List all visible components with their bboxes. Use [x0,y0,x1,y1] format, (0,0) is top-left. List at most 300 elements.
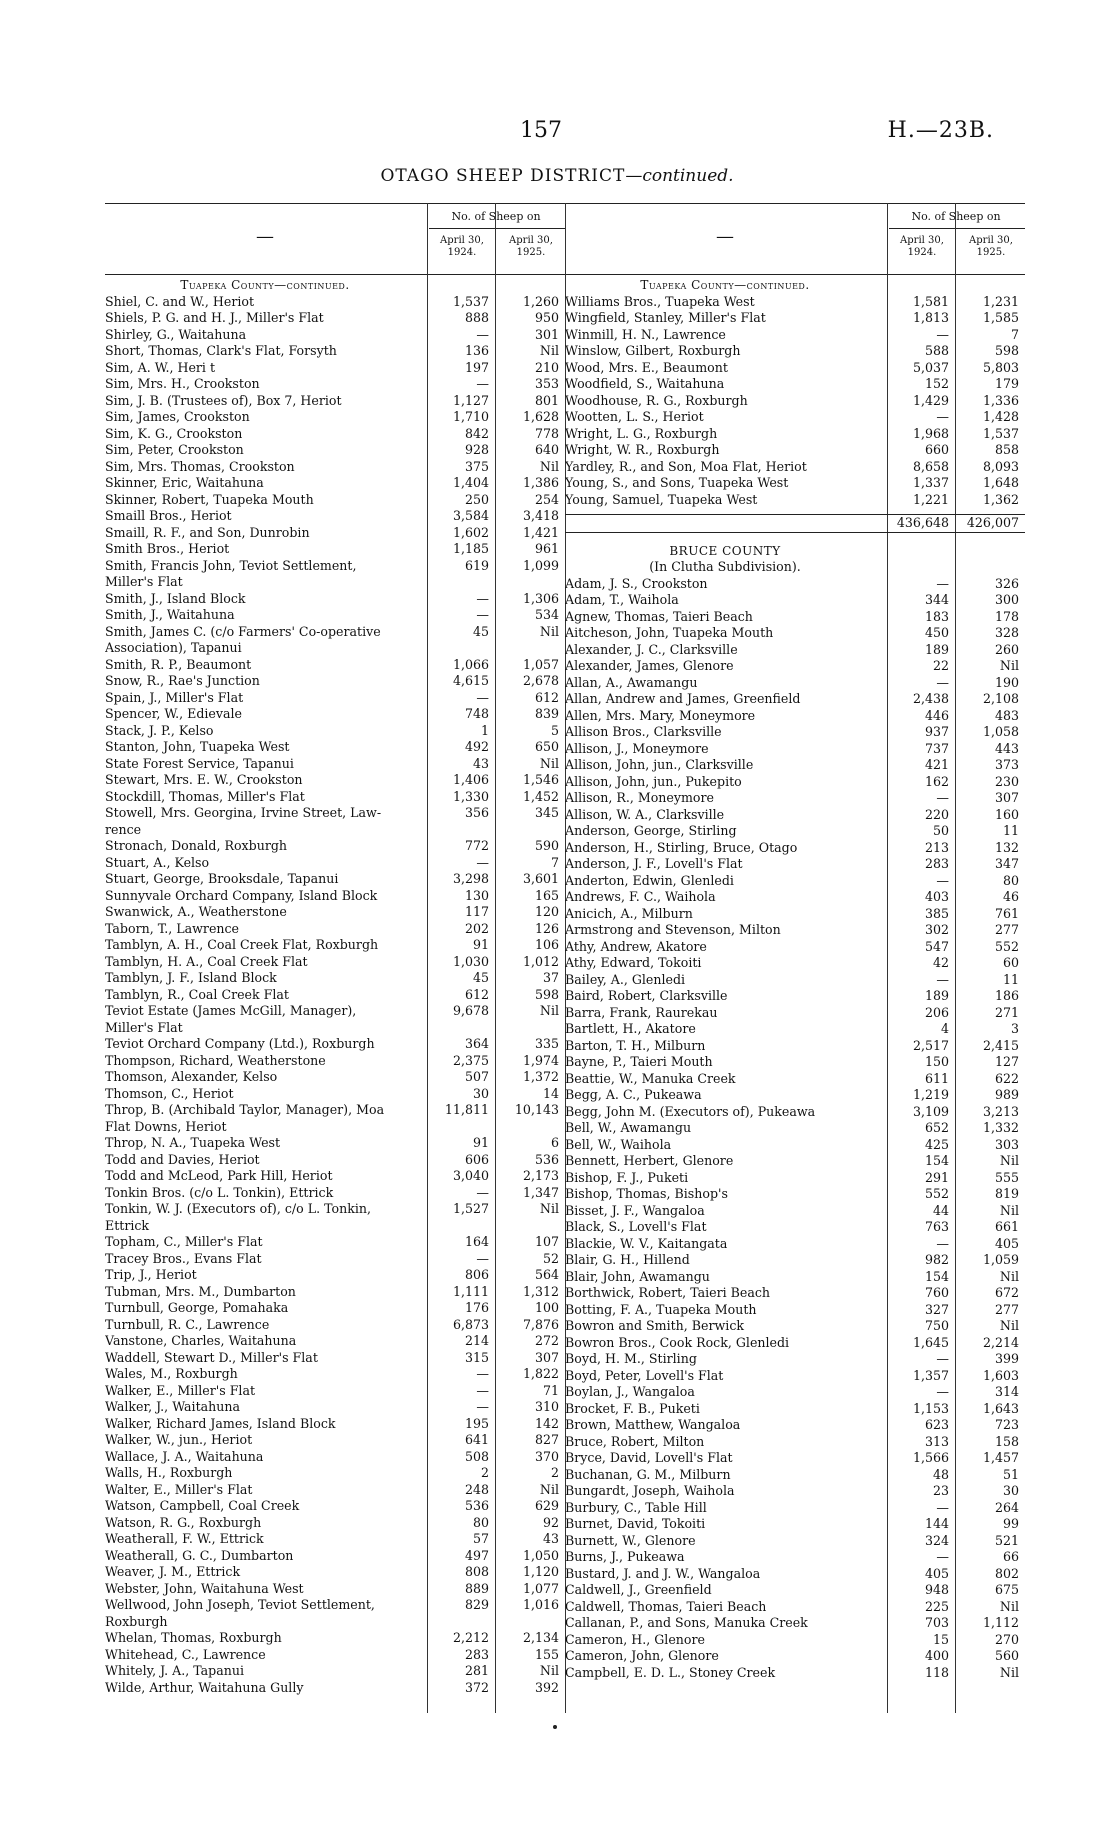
sheep-1925: 1,050 [522,1547,559,1563]
sheep-1924: 130 [464,887,489,903]
owner-name: Adam, T., Waihola [565,592,679,607]
sheep-1925: 10,143 [514,1102,559,1117]
owner-name: Smith, J., Waitahuna [105,607,235,622]
owner-name: Sim, K. G., Crookston [105,425,243,441]
table-row [105,657,565,674]
table-row [105,376,565,393]
sheep-1924: 425 [924,1136,949,1152]
owner-name: Flat Downs, Heriot [105,1118,227,1134]
sheep-1925: 260 [994,641,1019,657]
sheep-1925: 1,372 [522,1069,559,1084]
owner-name: Anderton, Edwin, Glenledi [565,872,734,888]
sheep-1924: — [936,1549,949,1564]
table-row [105,690,565,707]
owner-name: Buchanan, G. M., Milburn [565,1466,731,1482]
sheep-1924: 164 [464,1234,489,1249]
sheep-1924: 1,185 [452,541,489,556]
sheep-1925: 483 [994,707,1019,723]
owner-name: Walker, W., jun., Heriot [105,1432,253,1447]
table-row [105,1135,565,1152]
sheep-1925: 66 [1002,1549,1019,1564]
sheep-1925: 160 [994,806,1019,822]
owner-name: Sunnyvale Orchard Company, Island Block [105,887,378,903]
sheep-1924: 91 [472,937,489,952]
sheep-1924: 42 [932,955,949,970]
table-row [565,1054,1025,1071]
sheep-1924: 283 [924,856,949,871]
sheep-1925: 827 [534,1432,559,1447]
sheep-1924: 450 [924,625,949,640]
owner-name: Turnbull, George, Pomahaka [105,1300,289,1315]
sheep-1925: 99 [1002,1516,1019,1531]
owner-name: Cameron, John, Glenore [565,1648,719,1663]
owner-name: Stockdill, Thomas, Miller's Flat [105,788,305,804]
sheep-1924: — [476,1399,489,1414]
owner-name: Sim, Mrs. H., Crookston [105,376,260,391]
sheep-1924: 492 [464,739,489,754]
owner-name: Wilde, Arthur, Waitahuna Gully [105,1679,304,1695]
table-row [105,756,565,773]
sheep-1924: 1,357 [912,1367,949,1383]
section-heading [565,543,1025,560]
owner-name: Stronach, Donald, Roxburgh [105,838,288,853]
owner-name: Botting, F. A., Tuapeka Mouth [565,1301,757,1317]
table-row [105,294,565,311]
table-row [105,871,565,888]
sheep-1925: 2,108 [982,691,1019,706]
page-title [0,166,1114,186]
sheep-1924: 1,030 [452,953,489,969]
owner-name: Callanan, P., and Sons, Manuka Creek [565,1615,808,1630]
sheep-1924: 327 [924,1301,949,1317]
owner-name: Winmill, H. N., Lawrence [565,326,726,342]
sheep-1924: 703 [924,1615,949,1630]
sheep-1925: 1,628 [522,409,559,424]
sheep-1925: 310 [534,1399,559,1414]
owner-name: Bungardt, Joseph, Waihola [565,1483,735,1498]
sheep-1924: — [476,1382,489,1398]
owner-name: Smaill, R. F., and Son, Dunrobin [105,524,310,540]
sheep-1925: 778 [534,425,559,441]
table-row [565,609,1025,626]
sheep-1925: 622 [994,1070,1019,1086]
owner-name: Agnew, Thomas, Taieri Beach [565,608,753,624]
table-row [565,1351,1025,1368]
owner-name: Bishop, Thomas, Bishop's [565,1186,728,1201]
sheep-1925: Nil [999,1268,1019,1284]
sheep-1925: 37 [542,970,559,985]
sheep-1924: 80 [472,1514,489,1530]
owner-name: Snow, R., Rae's Junction [105,673,260,688]
owner-name: Thomson, Alexander, Kelso [105,1069,278,1084]
sheep-1925: 11 [1002,823,1019,838]
sheep-1924: 248 [464,1481,489,1497]
table-row [565,592,1025,609]
sheep-1925: 100 [534,1300,559,1315]
sheep-1925: 8,093 [982,458,1019,474]
owner-name: Begg, John M. (Executors of), Pukeawa [565,1103,816,1119]
table-row [565,972,1025,989]
owner-name: Whelan, Thomas, Roxburgh [105,1630,282,1645]
table-row [565,1186,1025,1203]
sheep-1925: 3 [1010,1021,1019,1036]
table-row [105,1069,565,1086]
table-row [565,1599,1025,1616]
sheep-1924: — [936,1499,949,1515]
owner-name: Stewart, Mrs. E. W., Crookston [105,772,303,787]
owner-name: Young, S., and Sons, Tuapeka West [565,475,789,490]
owner-name: Alexander, J. C., Clarksville [565,641,738,657]
table-row [565,1417,1025,1434]
table-row [565,1450,1025,1467]
sheep-1925: 1,306 [522,590,559,606]
table-row [105,789,565,806]
sheep-1924: 536 [464,1498,489,1513]
table-row [105,525,565,542]
table-row [565,1153,1025,1170]
sheep-1925: 1,546 [522,772,559,787]
sheep-1924: 144 [924,1516,949,1531]
owner-name: Whitely, J. A., Tapanui [105,1663,245,1678]
sheep-1924: 385 [924,905,949,921]
sheep-1924: 400 [924,1648,949,1663]
sheep-1925: 277 [994,922,1019,937]
owner-name: Tonkin Bros. (c/o L. Tonkin), Ettrick [105,1184,334,1200]
sheep-1924: 1,219 [912,1087,949,1102]
sheep-1924: 225 [924,1598,949,1614]
table-row [105,1531,565,1548]
sheep-1925: Nil [539,1003,559,1018]
sheep-1925: Nil [539,623,559,639]
sheep-1925: 179 [994,376,1019,391]
sheep-1925: 165 [534,887,559,903]
owner-name: Bayne, P., Taieri Mouth [565,1054,713,1069]
owner-name: Borthwick, Robert, Taieri Beach [565,1285,771,1300]
table-row [565,1549,1025,1566]
table-row [565,708,1025,725]
sheep-1925: 92 [542,1514,559,1530]
owner-name: Bryce, David, Lovell's Flat [565,1450,733,1465]
sheep-1925: 802 [994,1565,1019,1581]
table-row [565,1219,1025,1236]
owner-name: Wood, Mrs. E., Beaumont [565,359,728,375]
sheep-1924: 889 [464,1580,489,1596]
sheep-1924: 1,330 [452,788,489,804]
owner-name: Shiels, P. G. and H. J., Miller's Flat [105,310,324,325]
table-row [565,1104,1025,1121]
table-row [105,723,565,740]
owner-name: Burns, J., Pukeawa [565,1549,685,1564]
sheep-1924: 1,066 [452,656,489,672]
table-row [565,1120,1025,1137]
sheep-1925: Nil [999,1202,1019,1218]
sheep-1925: 650 [534,739,559,754]
sheep-1925: 7,876 [522,1316,559,1332]
sheep-1925: 300 [994,592,1019,607]
table-row [105,904,565,921]
sheep-1925: 272 [534,1333,559,1348]
table-row [565,658,1025,675]
owner-name: Throp, N. A., Tuapeka West [105,1135,281,1150]
sheep-1924: 214 [464,1333,489,1348]
year-1924-header: April 30, 1924. [900,235,944,258]
header-divider [429,228,565,229]
owner-name: Boylan, J., Wangaloa [565,1384,695,1399]
owner-name: Roxburgh [105,1613,168,1629]
sheep-1924: — [476,326,489,342]
name-header: — [716,226,734,247]
table-row [105,1416,565,1433]
year-1925-header: April 30, 1925. [969,235,1013,258]
left-table-header [105,203,565,275]
sheep-1924: 888 [464,310,489,325]
sheep-1925: 3,213 [982,1103,1019,1119]
table-row [105,459,565,476]
sheep-1924: 30 [472,1085,489,1101]
sheep-1925: 345 [534,805,559,820]
sheep-1925: Nil [539,458,559,474]
table-row [565,889,1025,906]
sheep-1925: 399 [994,1351,1019,1366]
table-row [565,376,1025,393]
sheep-1925: 2 [550,1465,559,1480]
table-row [105,591,565,608]
table-row [565,1516,1025,1533]
sheep-1924: 364 [464,1036,489,1051]
owner-name: Tamblyn, J. F., Island Block [105,970,277,985]
table-row [105,739,565,756]
sheep-1924: 507 [464,1069,489,1084]
owner-name: Allison, J., Moneymore [565,740,709,756]
sheep-1925: 127 [994,1054,1019,1069]
sheep-1924: 1,645 [912,1334,949,1350]
table-row [105,1432,565,1449]
section-subheading [565,559,1025,576]
table-row [565,1302,1025,1319]
sheep-1925: Nil [999,1664,1019,1680]
sheep-1925: 373 [994,757,1019,772]
sheep-1925: 190 [994,674,1019,690]
sheep-1924: 763 [924,1219,949,1234]
sheep-1924: 1,537 [452,293,489,309]
sheep-1925: 1,421 [522,524,559,540]
sheep-1924: 606 [464,1151,489,1167]
sheep-1925: 106 [534,937,559,952]
owner-name: Smith, James C. (c/o Farmers' Co-operative [105,623,381,639]
sheep-1924: — [936,971,949,987]
owner-name: Walker, E., Miller's Flat [105,1382,256,1398]
sheep-1925: 303 [994,1136,1019,1152]
owner-name: Watson, Campbell, Coal Creek [105,1498,300,1513]
owner-name: Aitcheson, John, Tuapeka Mouth [565,625,774,640]
owner-name: Bennett, Herbert, Glenore [565,1153,734,1168]
owner-name: Teviot Orchard Company (Ltd.), Roxburgh [105,1036,375,1051]
sheep-1925: 2,214 [982,1334,1019,1350]
sheep-1924: 508 [464,1448,489,1464]
owner-name: Beattie, W., Manuka Creek [565,1070,736,1086]
sheep-1925: 142 [534,1415,559,1431]
owner-name: Swanwick, A., Weatherstone [105,904,287,919]
owner-name: Allison, W. A., Clarksville [565,806,725,822]
sheep-1924: 2,212 [452,1630,489,1645]
header-divider [889,228,1025,229]
sheep-1924: 176 [464,1300,489,1315]
table-row [565,790,1025,807]
sheep-1924: 421 [924,757,949,772]
owner-name: Short, Thomas, Clark's Flat, Forsyth [105,343,337,358]
owner-name: Bowron and Smith, Berwick [565,1318,745,1333]
sheep-1924: 611 [924,1070,949,1086]
sheep-1925: 392 [534,1679,559,1695]
sheep-1925: 1,058 [982,724,1019,739]
table-row [565,1582,1025,1599]
sheep-1924: 324 [924,1532,949,1548]
sheep-1924: 1,153 [912,1400,949,1416]
owner-name: Walls, H., Roxburgh [105,1465,233,1480]
sheep-1924: 197 [464,359,489,375]
owner-name: Winslow, Gilbert, Roxburgh [565,343,741,358]
sheep-1924: 356 [464,805,489,820]
name-header: — [256,226,274,247]
table-row [565,576,1025,593]
owner-name: Alexander, James, Glenore [565,658,734,673]
sheep-1925: 1,057 [522,656,559,672]
table-row [105,327,565,344]
sheep-1924: 1,710 [452,409,489,424]
table-row [565,1500,1025,1517]
owner-name: Smith Bros., Heriot [105,541,230,556]
sheep-1924: 1,404 [452,475,489,490]
sheep-1924: 3,298 [452,871,489,886]
owner-name: Thomson, C., Heriot [105,1085,234,1101]
sheep-1925: 1,112 [982,1615,1019,1630]
sheep-1925: 46 [1002,889,1019,904]
owner-name: Todd and McLeod, Park Hill, Heriot [105,1168,333,1183]
table-row [105,1465,565,1482]
table-row [565,856,1025,873]
owner-name: Todd and Davies, Heriot [105,1151,260,1167]
sheep-1924: 750 [924,1318,949,1333]
sheep-1924: 195 [464,1415,489,1431]
owner-name: Bowron Bros., Cook Rock, Glenledi [565,1334,790,1350]
sheep-1924: 150 [924,1054,949,1069]
table-row [105,772,565,789]
sheep-1924: 3,109 [912,1103,949,1119]
owner-name: Tonkin, W. J. (Executors of), c/o L. Tonkin, [105,1201,371,1216]
sheep-1925: 1,312 [522,1283,559,1299]
table-row [105,541,565,558]
owner-name: Boyd, Peter, Lovell's Flat [565,1367,724,1383]
sheep-1925: 5 [550,722,559,738]
owner-name: Association), Tapanui [105,640,242,655]
owner-name: Stowell, Mrs. Georgina, Irvine Street, Law- [105,805,382,820]
sheep-1924: — [936,575,949,591]
sheep-1925: Nil [999,1153,1019,1168]
owner-name: Adam, J. S., Crookston [565,575,708,591]
table-row [565,409,1025,426]
sheep-1925: 1,822 [522,1366,559,1381]
table-row [105,1614,565,1631]
sheep-1925: 335 [534,1036,559,1051]
sheep-1925: 560 [994,1648,1019,1663]
sheep-1924: — [476,590,489,606]
table-row [565,475,1025,492]
owner-name: Taborn, T., Lawrence [105,920,240,936]
table-row [565,1071,1025,1088]
sheep-1924: — [936,1384,949,1399]
sheep-1924: 2 [480,1465,489,1480]
sheep-1924: 189 [924,641,949,657]
sheep-1924: 22 [932,658,949,673]
sheep-1925: 3,601 [522,871,559,886]
table-row [105,1003,565,1020]
owner-name: Skinner, Robert, Tuapeka Mouth [105,491,314,507]
sheep-1925: 60 [1002,955,1019,970]
sheep-1925: 3,418 [522,508,559,523]
owner-name: Blair, John, Awamangu [565,1268,710,1284]
sheep-1924: 302 [924,922,949,937]
title-suffix: —continued. [625,166,734,186]
sheep-1925: 30 [1002,1483,1019,1498]
sheep-1925: 107 [534,1234,559,1249]
sheep-1924: 446 [924,707,949,723]
left-column [105,203,565,1713]
owner-name: Tamblyn, H. A., Coal Creek Flat [105,953,308,969]
table-row [565,1236,1025,1253]
sheep-1925: 307 [994,790,1019,805]
sheep-1924: — [936,409,949,424]
sheep-1925: 326 [994,575,1019,591]
owner-name: Smith, Francis John, Teviot Settlement, [105,557,357,573]
owner-name: Anderson, H., Stirling, Bruce, Otago [565,839,798,855]
sheep-1924: 154 [924,1268,949,1284]
table-row [565,393,1025,410]
sheep-1924: 612 [464,986,489,1002]
table-row [565,1648,1025,1665]
owner-name: Wallace, J. A., Waitahuna [105,1448,264,1464]
sheep-count-header: No. of Sheep on [911,210,1001,223]
sheep-1925: 6 [550,1135,559,1150]
table-row [105,1185,565,1202]
sheep-1924: 552 [924,1186,949,1201]
sheep-1925: 347 [994,856,1019,871]
owner-name: Tubman, Mrs. M., Dumbarton [105,1283,296,1299]
sheep-1925: Nil [539,1663,559,1678]
table-row [105,838,565,855]
sheep-1924: 4 [940,1021,949,1036]
sheep-1924: 623 [924,1417,949,1432]
owner-name: Woodfield, S., Waitahuna [565,376,725,391]
owner-name: Miller's Flat [105,1019,183,1035]
bruce-county-heading: BRUCE COUNTY [669,543,781,558]
sheep-1924: 547 [924,938,949,954]
owner-name: Waddell, Stewart D., Miller's Flat [105,1349,318,1365]
owner-name: Weaver, J. M., Ettrick [105,1564,241,1579]
total-row [565,514,1025,533]
table-row [565,807,1025,824]
table-row [105,1482,565,1499]
table-row [565,1434,1025,1451]
owner-name: Bell, W., Waihola [565,1136,672,1152]
sheep-1925: 307 [534,1349,559,1365]
sheep-1924: 43 [472,755,489,771]
sheep-1925: 1,648 [982,475,1019,490]
owner-name: Walter, E., Miller's Flat [105,1481,253,1497]
table-row [105,1300,565,1317]
sheep-1924: 136 [464,343,489,358]
owner-name: Allison, John, jun., Clarksville [565,757,754,772]
owner-name: Caldwell, Thomas, Taieri Beach [565,1598,767,1614]
